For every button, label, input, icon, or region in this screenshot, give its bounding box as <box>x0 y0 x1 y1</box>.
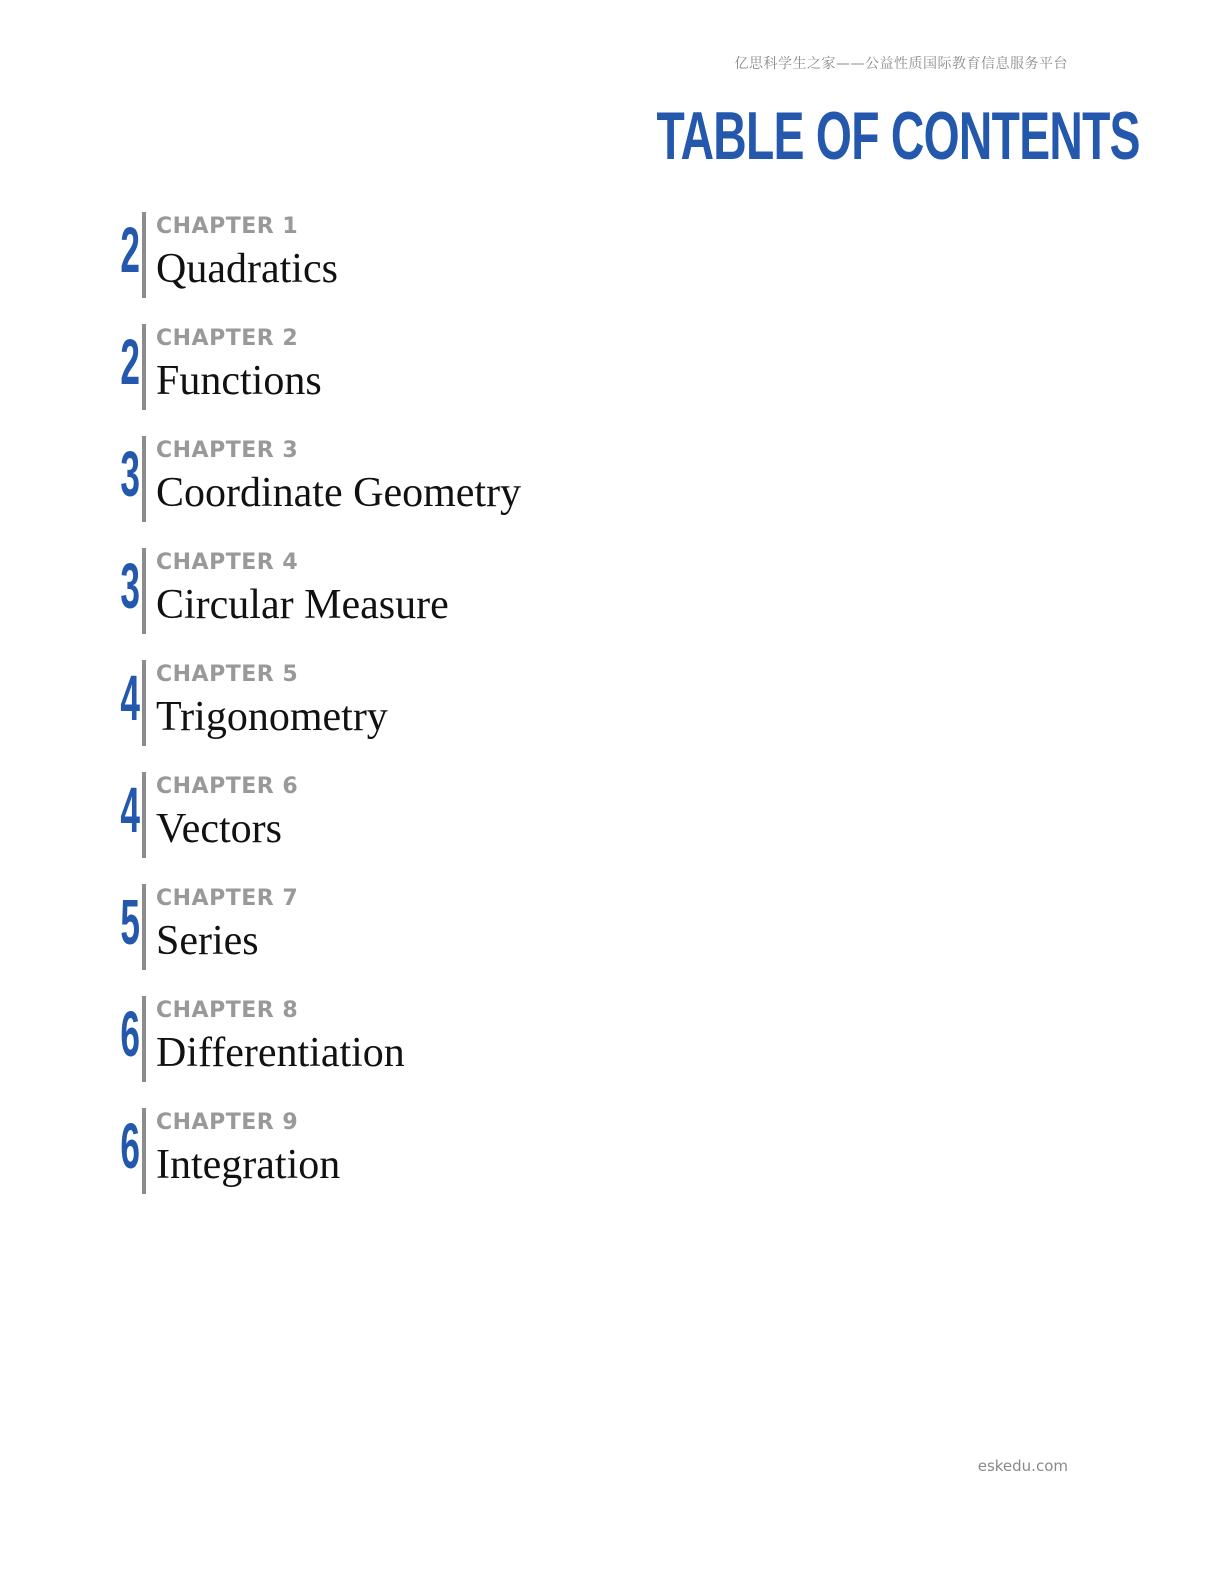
divider <box>142 212 146 298</box>
chapter-title[interactable]: Differentiation <box>156 1030 405 1076</box>
divider <box>142 1108 146 1194</box>
toc-entry[interactable] <box>0 1108 700 1194</box>
page-number: 6 <box>120 1110 140 1182</box>
page-number: 4 <box>120 662 140 734</box>
chapter-label: CHAPTER 3 <box>156 438 299 463</box>
chapter-label: CHAPTER 1 <box>156 214 299 239</box>
page-number: 3 <box>120 438 140 510</box>
divider <box>142 660 146 746</box>
chapter-title[interactable]: Coordinate Geometry <box>156 470 522 516</box>
chapter-title[interactable]: Series <box>156 918 259 964</box>
chapter-label: CHAPTER 2 <box>156 326 299 351</box>
chapter-label: CHAPTER 4 <box>156 550 299 575</box>
divider <box>142 884 146 970</box>
page-number: 2 <box>120 214 140 286</box>
chapter-title[interactable]: Trigonometry <box>156 694 388 740</box>
chapter-title[interactable]: Functions <box>156 358 322 404</box>
chapter-label: CHAPTER 9 <box>156 1110 299 1135</box>
page-number: 3 <box>120 550 140 622</box>
divider <box>142 996 146 1082</box>
toc-entry[interactable] <box>0 548 700 634</box>
chapter-title[interactable]: Circular Measure <box>156 582 449 628</box>
page-number: 2 <box>120 326 140 398</box>
chapter-label: CHAPTER 7 <box>156 886 299 911</box>
page-header: 亿思科学生之家——公益性质国际教育信息服务平台 <box>734 56 1068 72</box>
divider <box>142 548 146 634</box>
toc-entry[interactable] <box>0 436 700 522</box>
toc-entry[interactable] <box>0 212 700 298</box>
chapter-title[interactable]: Quadratics <box>156 246 338 292</box>
toc-entry[interactable] <box>0 772 700 858</box>
chapter-label: CHAPTER 5 <box>156 662 299 687</box>
page-title: TABLE OF CONTENTS <box>656 98 1140 174</box>
chapter-label: CHAPTER 6 <box>156 774 299 799</box>
toc-entry[interactable] <box>0 324 700 410</box>
page-number: 4 <box>120 774 140 846</box>
toc-entry[interactable] <box>0 884 700 970</box>
divider <box>142 436 146 522</box>
page-number: 6 <box>120 998 140 1070</box>
page-footer: eskedu.com <box>977 1457 1068 1475</box>
divider <box>142 772 146 858</box>
toc-entry[interactable] <box>0 660 700 746</box>
toc-entry[interactable] <box>0 996 700 1082</box>
chapter-title[interactable]: Vectors <box>156 806 282 852</box>
chapter-label: CHAPTER 8 <box>156 998 299 1023</box>
divider <box>142 324 146 410</box>
page-number: 5 <box>120 886 140 958</box>
chapter-title[interactable]: Integration <box>156 1142 341 1188</box>
